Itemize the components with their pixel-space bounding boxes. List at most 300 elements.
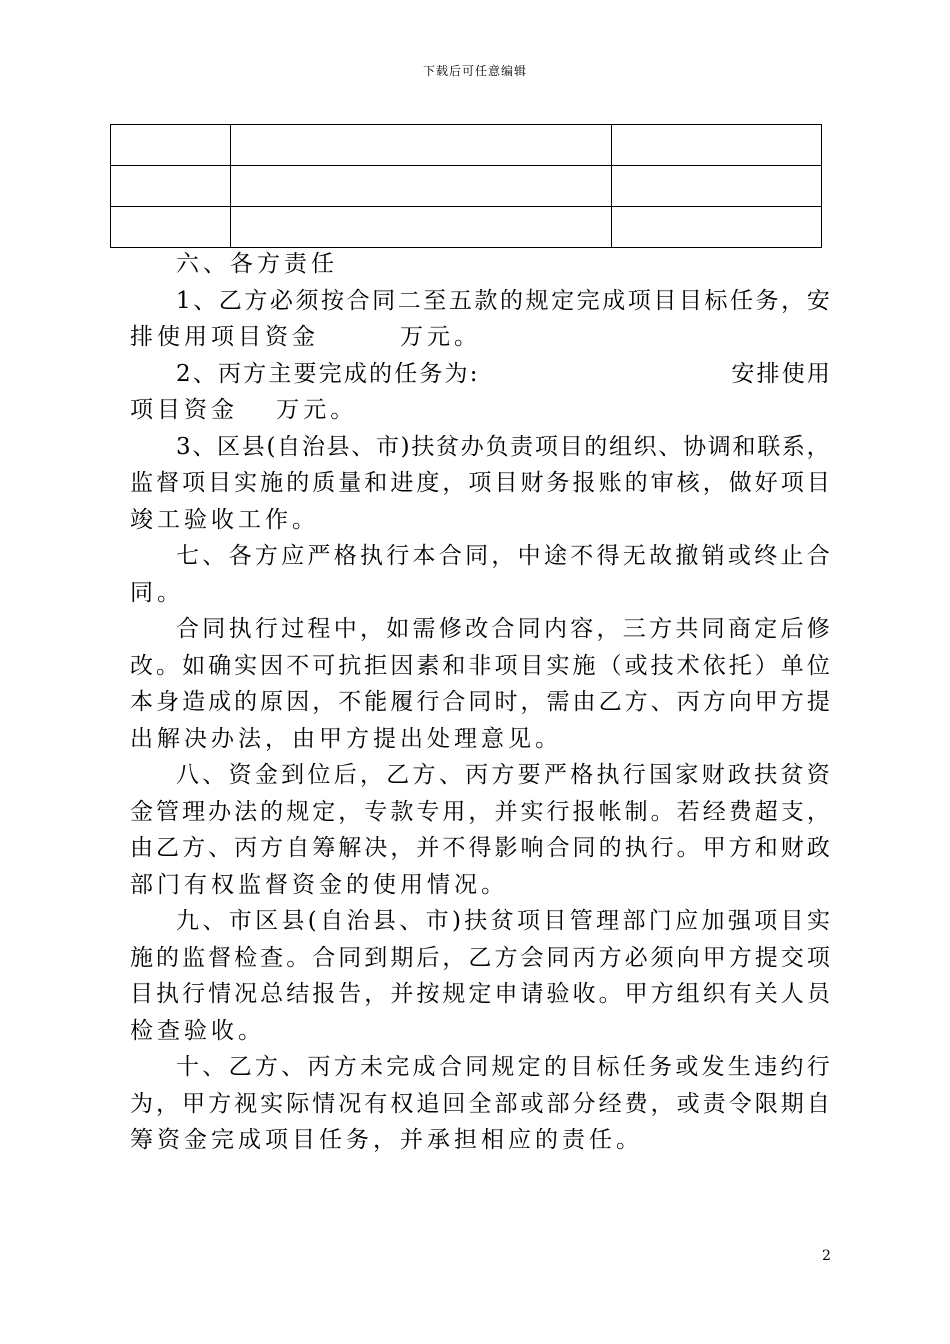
char: 目 [780,908,804,934]
char: 请 [520,981,544,1007]
char: 县 [241,433,265,460]
char: 度 [416,470,440,496]
text-line: 出解决办法，由甲方提出处理意见。 [130,725,562,752]
char: 要 [517,762,541,788]
char: 目 [208,470,232,496]
char: 、 [658,433,682,460]
char: 调 [707,433,731,460]
char: 能 [364,689,388,715]
char: 的 [156,944,180,971]
char: 县 [281,908,305,934]
char: 查 [260,944,284,971]
char: 合 [312,944,336,971]
char: 造 [182,689,206,715]
char: 解 [338,835,362,861]
char: 目 [570,1054,594,1080]
char: 自 [320,908,344,934]
char: 单 [780,652,804,679]
char: 并 [390,981,414,1007]
char: ， [702,470,726,496]
char: 抗 [338,652,362,679]
char: 施 [130,944,153,971]
char: 途 [543,543,567,569]
char: 审 [650,470,674,496]
char: 完 [576,287,600,314]
char: ， [806,433,830,460]
char: 须 [650,944,674,971]
text-line [130,648,830,685]
char: 必 [269,287,293,314]
char: 托 [728,652,752,679]
char: 后 [780,616,804,642]
char: 甲 [182,1090,206,1117]
char: 应 [281,543,305,569]
text-line [130,757,830,794]
char: 有 [364,1090,388,1117]
char: 款 [390,798,414,825]
char [505,356,528,393]
char [706,356,729,393]
char: 务 [755,287,779,314]
char: 乙 [218,287,242,314]
char: 乙 [598,689,622,715]
char: 费 [728,798,752,825]
char: 法 [234,798,258,825]
char: 的 [598,835,622,861]
char: 区 [217,433,241,460]
char: 方 [649,616,673,642]
char: 会 [520,944,544,971]
char: 格 [570,762,594,788]
char: : [469,360,478,387]
text-line [130,356,830,393]
char: 强 [727,908,751,934]
char: 目 [653,287,677,314]
char: 行 [650,835,674,861]
text-line: 同。 [130,579,184,606]
char: 决 [364,835,388,861]
char: 定 [312,798,336,825]
char: 九 [176,908,199,934]
char: 约 [780,1054,804,1080]
text-line [130,903,830,940]
char: 止 [780,543,804,569]
char: 令 [728,1090,752,1117]
char: 告 [338,981,362,1007]
char: 报 [312,981,336,1007]
char: ， [359,762,383,788]
char: 为 [444,360,468,387]
char: 金 [254,762,278,788]
char: 期 [780,1090,804,1117]
char: 量 [338,470,362,496]
char: 不 [442,835,466,861]
char: 账 [598,470,622,496]
text-line [130,940,830,977]
char: 市 [425,908,449,934]
char: 可 [312,652,336,679]
char: 因 [390,652,414,679]
char: 确 [208,652,232,679]
char: 结 [286,981,310,1007]
char: 丙 [307,1054,331,1080]
char: 因 [286,689,310,715]
char: 协 [683,433,707,460]
char: 需 [546,689,570,715]
char: ) [400,433,410,460]
char: 响 [520,835,544,861]
char: 目 [806,470,830,496]
char: 合 [176,616,199,642]
char: 项 [494,652,518,679]
char: 质 [312,470,336,496]
char: 经 [598,1090,622,1117]
char: 后 [416,944,440,971]
char: 况 [234,981,258,1007]
char: 国 [649,762,673,788]
char: 项 [627,287,651,314]
char: 后 [333,762,357,788]
char: 实 [234,652,258,679]
char: ) [451,908,461,934]
char: ， [390,835,414,861]
char: 执 [228,616,252,642]
char: 或 [727,543,751,569]
text-line [130,976,830,1013]
char: 原 [260,689,284,715]
char: 3 [176,433,191,460]
char: 项 [534,433,558,460]
char: 方 [650,981,674,1007]
char: 时 [494,689,518,715]
char: 项 [806,944,830,971]
char: 责 [702,1090,726,1117]
char: 各 [228,543,252,569]
char: 成 [602,287,626,314]
char: 、 [650,689,674,715]
char: 况 [338,1090,362,1117]
char: 方 [243,360,267,387]
char: 位 [307,762,331,788]
char: 扶 [464,908,488,934]
char: 三 [622,616,646,642]
char: 违 [754,1054,778,1080]
char: 、 [202,908,226,934]
char: 验 [546,981,570,1007]
char [681,356,704,393]
text-line [130,684,830,721]
table-cell [231,125,612,166]
char: 乙 [468,944,492,971]
char: ， [596,616,620,642]
char: 乙 [386,762,410,788]
char: 。 [156,652,180,679]
char: 期 [390,944,414,971]
char: 政 [806,835,830,861]
char: 素 [416,652,440,679]
char: 的 [584,433,608,460]
char: 、 [193,287,217,314]
char: 。 [286,944,310,971]
char: 由 [130,835,153,861]
char: 丙 [676,689,700,715]
char: 人 [780,981,804,1007]
char: 目 [678,287,702,314]
char: 、 [351,433,375,460]
char: 务 [419,360,443,387]
char: 的 [624,470,648,496]
char: 标 [704,287,728,314]
char: ， [364,981,388,1007]
char: 同 [701,616,725,642]
char: 得 [468,835,492,861]
char: 商 [727,616,751,642]
char: 、 [202,1054,226,1080]
char: 实 [806,908,830,934]
char: 按 [416,981,440,1007]
text-line [130,283,830,320]
char: 应 [675,908,699,934]
text-line: 竣工验收工作。 [130,506,319,533]
table-cell [231,166,612,207]
char: 费 [624,1090,648,1117]
char: 为 [130,1090,153,1117]
char: 总 [260,981,284,1007]
table-row [111,207,822,248]
char: 情 [208,981,232,1007]
char: 理 [182,798,206,825]
char: 主 [268,360,292,387]
text-line: 六、各方责任 [176,251,338,277]
char: 标 [596,1054,620,1080]
char: 成 [208,689,232,715]
text-line: 部门有权监督资金的使用情况。 [130,871,508,898]
char: 不 [570,543,594,569]
text-line: 筹资金完成项目任务，并承担相应的责任。 [130,1127,643,1153]
char: ， [806,798,830,825]
char: 履 [390,689,414,715]
char: 位 [806,652,830,679]
char: 到 [281,762,305,788]
char: 目 [494,470,518,496]
char: 限 [754,1090,778,1117]
char: 自 [286,835,310,861]
char: ( [307,908,317,934]
char: 检 [234,944,258,971]
text-line [130,611,830,648]
char: 定 [468,981,492,1007]
blank-table [110,124,822,248]
text-line: 项目资金 万元。 [130,397,358,423]
char: 专 [364,798,388,825]
char: 本 [412,543,436,569]
char: 行 [416,689,440,715]
char: 、 [399,908,423,934]
char: 提 [806,689,830,715]
char: 组 [608,433,632,460]
char: 和 [732,433,756,460]
char: 乙 [228,1054,252,1080]
char: 如 [182,652,206,679]
char: 中 [517,543,541,569]
char: 部 [622,908,646,934]
char: 提 [754,944,778,971]
char: ） [754,652,778,679]
char: 织 [633,433,657,460]
char: 方 [780,689,804,715]
char: ， [781,287,805,314]
char: 丙 [234,835,258,861]
char: 督 [208,944,232,971]
char: 责 [510,433,534,460]
char: 方 [702,689,726,715]
char: 支 [780,798,804,825]
char: 办 [460,433,484,460]
char: ， [359,616,383,642]
char: 严 [307,543,331,569]
table-cell [612,166,822,207]
table-cell [111,207,231,248]
char: 治 [346,908,370,934]
char: 、 [192,360,216,387]
char: 规 [286,798,310,825]
char: 、 [438,762,462,788]
char: 项 [517,908,540,934]
char: 自 [277,433,301,460]
char: 经 [702,798,726,825]
char: 实 [234,470,258,496]
char: 二 [397,287,421,314]
char: 方 [244,287,268,314]
text-line [130,794,830,831]
char: 施 [572,652,596,679]
char: 同 [468,689,492,715]
char: 或 [675,1054,699,1080]
char: 组 [676,981,700,1007]
char: 按 [321,287,345,314]
char: 必 [624,944,648,971]
table-cell [111,125,231,166]
char: 完 [318,360,342,387]
page-number: 2 [822,1248,831,1264]
char: 十 [176,1054,199,1080]
char: 方 [728,835,752,861]
char: 任 [622,1054,646,1080]
char: 的 [499,287,523,314]
table-cell [111,166,231,207]
char: 资 [806,762,830,788]
char: 八 [176,762,199,788]
char: 安 [731,360,755,387]
char: 方 [182,835,206,861]
char: 完 [386,1054,410,1080]
char: 甲 [702,835,726,861]
char: 同 [546,944,570,971]
char: 施 [260,470,284,496]
char: 同 [338,944,362,971]
char: 行 [546,798,570,825]
char: 报 [572,798,596,825]
char: 合 [806,543,830,569]
char: 同 [517,616,541,642]
char [580,356,603,393]
char: 执 [156,981,180,1007]
char: 程 [307,616,331,642]
char: 市 [228,908,252,934]
char [480,356,503,393]
char: 回 [442,1090,466,1117]
char: 财 [520,470,544,496]
char: 方 [333,1054,357,1080]
char: 向 [728,689,752,715]
char: 合 [442,689,466,715]
char: 终 [754,543,778,569]
char: 收 [572,981,596,1007]
char: 理 [596,908,620,934]
char: 管 [569,908,593,934]
char: 关 [754,981,778,1007]
table-cell [612,125,822,166]
char: ， [468,798,492,825]
char: 方 [494,944,518,971]
char: 家 [675,762,699,788]
char: 和 [364,470,388,496]
char: 方 [491,762,515,788]
text-line [130,538,830,575]
char: 自 [806,1090,830,1117]
char: 财 [701,762,725,788]
char: 得 [596,543,620,569]
char: 的 [234,689,258,715]
char: 共 [675,616,699,642]
char: 或 [624,652,648,679]
char: 、 [281,1054,305,1080]
char: 若 [676,798,700,825]
char: 项 [754,908,778,934]
char [631,356,654,393]
char: 任 [730,287,754,314]
char: 成 [412,1054,436,1080]
char: 申 [494,981,518,1007]
char: 项 [182,470,206,496]
char: 核 [676,470,700,496]
char: 故 [649,543,673,569]
char: 、 [202,543,226,569]
text-line [130,830,830,867]
char: 2 [176,360,191,387]
text-line [130,465,830,502]
char: 项 [780,470,804,496]
char: 发 [701,1054,725,1080]
char: 方 [260,835,284,861]
char: 同 [202,616,226,642]
char: 任 [394,360,418,387]
text-line: 排使用项目资金 万元。 [130,324,481,350]
char: 合 [438,543,462,569]
char: 同 [465,543,489,569]
char: 拒 [364,652,388,679]
char: 实 [546,652,570,679]
char: 行 [386,543,410,569]
char: 实 [520,798,544,825]
char: 专 [416,798,440,825]
char: 身 [156,689,180,715]
char: 分 [572,1090,596,1117]
char: 不 [286,652,310,679]
table-row [111,166,822,207]
contract-body [130,246,830,1159]
char: 实 [260,1090,284,1117]
